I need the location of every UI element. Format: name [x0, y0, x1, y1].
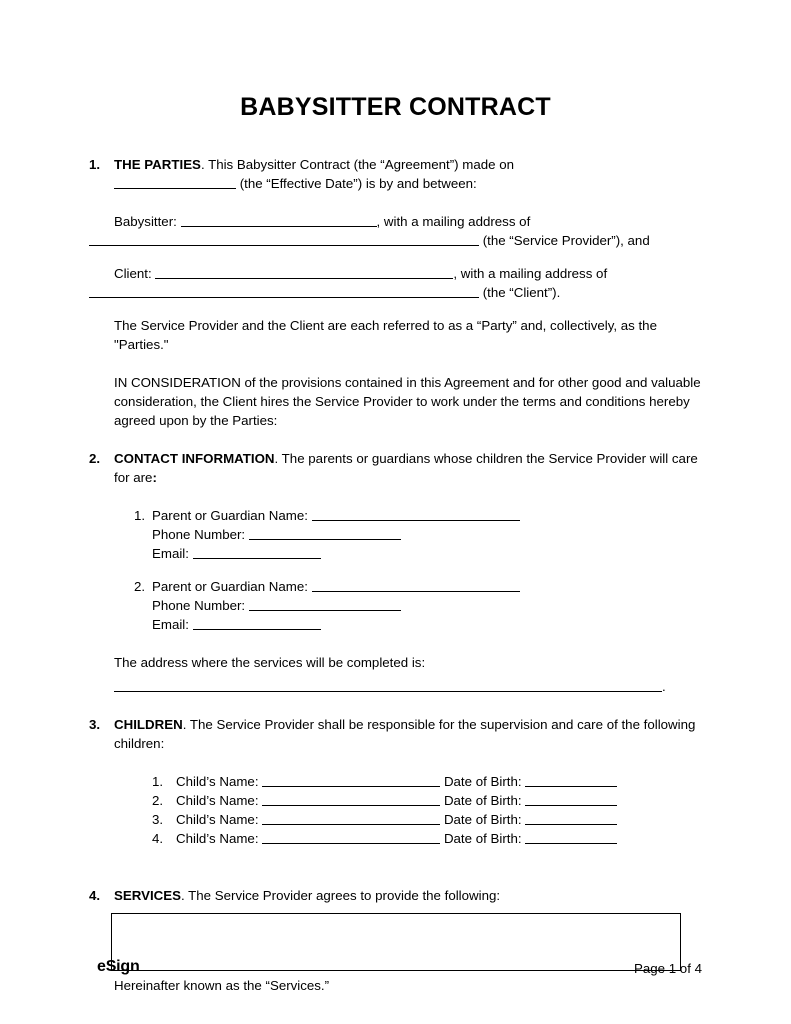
child-row	[89, 829, 701, 848]
parent-name-row	[89, 506, 701, 525]
babysitter-after-text: , with a mailing address of	[376, 214, 531, 229]
parties-definition-paragraph-wrap	[89, 316, 701, 354]
child-dob-blank[interactable]	[525, 812, 617, 825]
child-row	[89, 772, 701, 791]
child-dob-label: Date of Birth:	[443, 812, 522, 827]
client-tag: (the “Client”).	[482, 285, 561, 300]
parent-email-label: Email:	[152, 546, 189, 561]
babysitter-line	[114, 212, 701, 231]
services-intro	[114, 886, 701, 905]
child-name-blank[interactable]	[262, 793, 440, 806]
parent-name-row	[89, 577, 701, 596]
child-row	[89, 791, 701, 810]
client-block	[89, 264, 701, 283]
document-body	[89, 155, 701, 995]
services-hereinafter-text: Hereinafter known as the “Services.”	[114, 978, 330, 993]
service-address-block	[89, 653, 701, 696]
client-address-blank[interactable]	[89, 285, 479, 298]
child-entry-2	[89, 791, 701, 810]
list-item	[89, 791, 701, 810]
section-services	[89, 886, 701, 905]
contact-intro-colon: :	[152, 470, 157, 485]
babysitter-address-line	[89, 231, 701, 250]
parent-phone-row	[89, 596, 701, 615]
child-entry-3	[89, 810, 701, 829]
list-item	[89, 772, 701, 791]
contact-entry-2	[89, 577, 701, 634]
parent-phone-label: Phone Number:	[152, 598, 246, 613]
service-address-period: .	[662, 679, 666, 694]
parent-phone-row	[89, 525, 701, 544]
section-heading: SERVICES	[114, 888, 182, 903]
effective-date-blank[interactable]	[114, 176, 236, 189]
contact-intro-text: . The parents or guardians whose children the Service Provider will care for are	[114, 451, 698, 485]
contact-intro	[114, 449, 701, 487]
section-number: 2.	[89, 451, 101, 466]
child-dob-blank[interactable]	[525, 774, 617, 787]
parent-phone-blank[interactable]	[249, 527, 401, 540]
children-intro-text: . The Service Provider shall be responsible for the supervision and care of the following children:	[114, 717, 696, 751]
babysitter-block	[89, 212, 701, 231]
list-item	[89, 829, 701, 848]
parties-definition-paragraph: The Service Provider and the Client are each referred to as a “Party” and, collectively, as the "Parties."	[114, 318, 657, 352]
child-dob-blank[interactable]	[525, 831, 617, 844]
section-body	[114, 886, 701, 905]
child-entry-4	[89, 829, 701, 848]
effective-date-line	[114, 174, 701, 193]
client-label: Client:	[114, 266, 152, 281]
list-item-number: 2.	[152, 793, 164, 808]
child-dob-label: Date of Birth:	[443, 793, 522, 808]
parent-name-label: Parent or Guardian Name:	[152, 579, 308, 594]
service-address-intro: The address where the services will be completed is:	[114, 655, 426, 670]
list-item-number: 3.	[152, 812, 164, 827]
list-item	[89, 810, 701, 829]
section-the-parties	[89, 155, 701, 193]
page-title: BABYSITTER CONTRACT	[240, 93, 551, 121]
parent-email-row	[89, 544, 701, 563]
section-contact-information	[89, 449, 701, 487]
services-intro-text: . The Service Provider agrees to provide the following:	[181, 888, 501, 903]
children-entries-list	[89, 772, 701, 848]
child-name-label: Child’s Name:	[176, 774, 259, 789]
contact-entries-list	[89, 506, 701, 634]
section-body	[114, 715, 701, 753]
list-item	[89, 506, 701, 563]
client-line	[114, 264, 701, 283]
child-entry-1	[89, 772, 701, 791]
client-address-line	[89, 283, 701, 302]
contact-entry-1	[89, 506, 701, 563]
child-name-label: Child’s Name:	[176, 812, 259, 827]
babysitter-label: Babysitter:	[114, 214, 177, 229]
parent-email-label: Email:	[152, 617, 189, 632]
list-item-number: 1.	[152, 774, 164, 789]
list-item-number: 2.	[134, 579, 146, 594]
child-dob-blank[interactable]	[525, 793, 617, 806]
effective-date-text: (the “Effective Date”) is by and between:	[239, 176, 477, 191]
section-heading: CONTACT INFORMATION	[114, 451, 275, 466]
client-name-blank[interactable]	[155, 266, 453, 279]
parent-name-blank[interactable]	[312, 508, 520, 521]
section-number: 4.	[89, 888, 101, 903]
child-row	[89, 810, 701, 829]
parent-email-row	[89, 615, 701, 634]
parties-intro	[114, 155, 701, 174]
service-provider-tag: (the “Service Provider”), and	[482, 233, 650, 248]
child-dob-label: Date of Birth:	[443, 831, 522, 846]
service-address-blank[interactable]	[114, 679, 662, 692]
page-number: Page 1 of 4	[633, 961, 702, 976]
child-name-label: Child’s Name:	[176, 831, 259, 846]
babysitter-name-blank[interactable]	[181, 214, 377, 227]
consideration-paragraph-wrap	[89, 373, 701, 430]
parent-email-blank[interactable]	[193, 546, 321, 559]
consideration-paragraph: IN CONSIDERATION of the provisions contained in this Agreement and for other good and valuable consideration, the Client hires the Service Provider to work under the terms and conditions hereby agreed upon by the Parties:	[114, 375, 701, 428]
parent-phone-label: Phone Number:	[152, 527, 246, 542]
section-number: 3.	[89, 717, 101, 732]
child-name-label: Child’s Name:	[176, 793, 259, 808]
list-item	[89, 563, 701, 634]
parent-name-label: Parent or Guardian Name:	[152, 508, 308, 523]
child-name-blank[interactable]	[262, 774, 440, 787]
service-address-line	[114, 677, 701, 696]
section-children	[89, 715, 701, 753]
section-heading: THE PARTIES	[114, 157, 201, 172]
esign-logo: eSign	[97, 958, 140, 975]
section-body	[114, 449, 701, 487]
parent-name-blank[interactable]	[312, 579, 520, 592]
section-number: 1.	[89, 157, 101, 172]
child-name-blank[interactable]	[262, 831, 440, 844]
child-dob-label: Date of Birth:	[443, 774, 522, 789]
list-item-number: 1.	[134, 508, 146, 523]
child-name-blank[interactable]	[262, 812, 440, 825]
babysitter-address-blank[interactable]	[89, 233, 479, 246]
parties-intro-text: . This Babysitter Contract (the “Agreement”) made on	[200, 157, 515, 172]
client-after-text: , with a mailing address of	[453, 266, 608, 281]
list-item-number: 4.	[152, 831, 164, 846]
section-body	[114, 155, 701, 193]
page-footer	[89, 958, 702, 980]
children-intro	[114, 715, 701, 753]
section-heading: CHILDREN	[114, 717, 183, 732]
parent-email-blank[interactable]	[193, 617, 321, 630]
parent-phone-blank[interactable]	[249, 598, 401, 611]
